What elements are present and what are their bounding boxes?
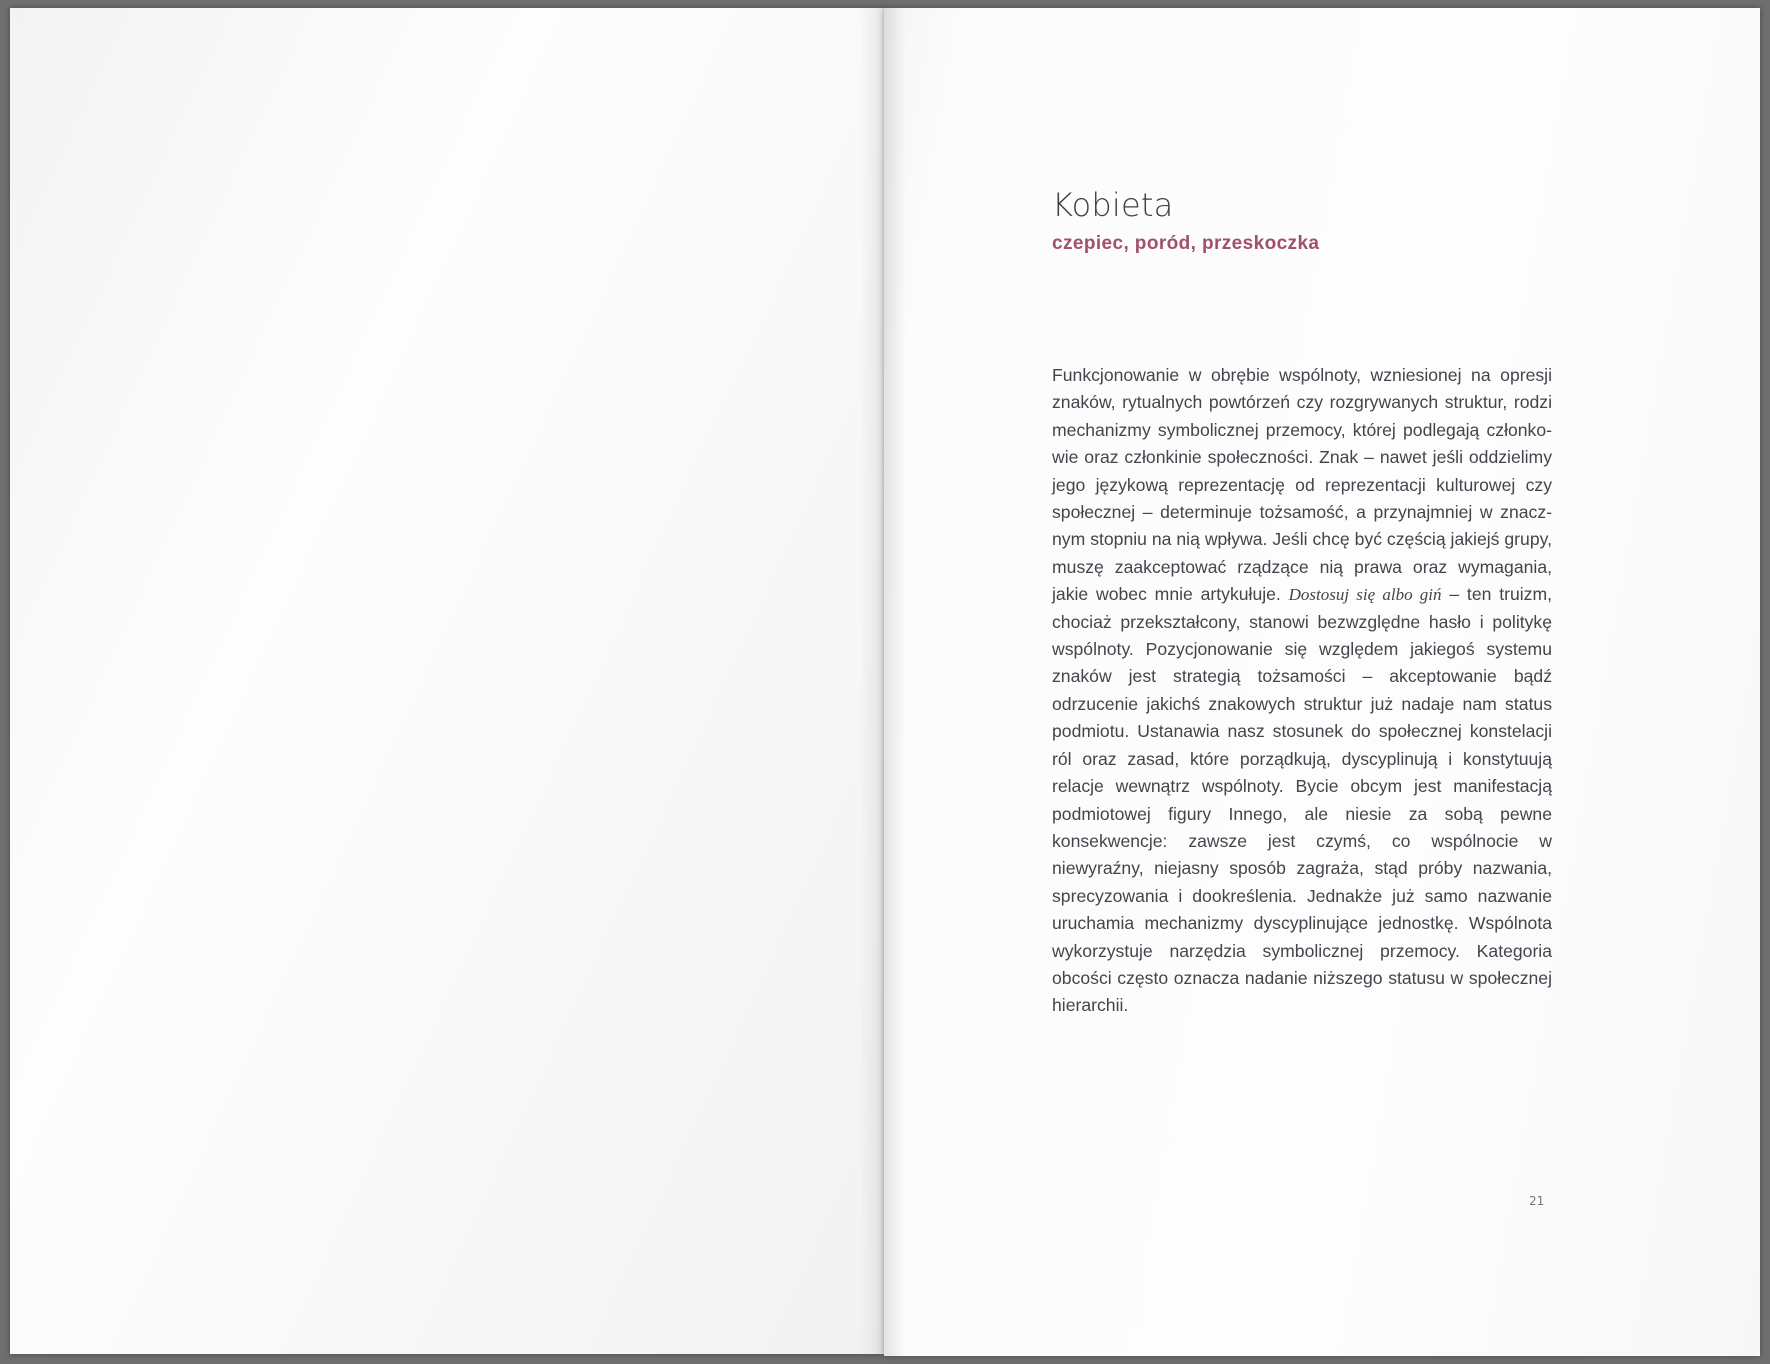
chapter-title: Kobieta xyxy=(1052,186,1174,224)
body-paragraph xyxy=(1052,362,1552,1020)
chapter-subtitle: czepiec, poród, przeskoczka xyxy=(1052,233,1320,254)
body-text-part-2: – ten truizm, chociaż przekształcony, stanowi bezwzględne hasło i politykę wspólnoty. Pozycjonowanie się względem jakiegoś systemu znaków jest strategią tożsamości – akceptowanie bądź odrzucenie jakichś znakowych struktur już nadaje nam status podmiotu. Ustanawia nasz stosunek do społecznej konstelacji ról oraz zasad, które porządkują, dyscyplinują i konstytuują relacje wewnątrz wspólnoty. Bycie obcym jest manifestacją podmiotowej figury Innego, ale niesie za sobą pewne konsekwencje: zawsze jest czymś, co wspólnocie w niewyraźny, niejasny sposób zagraża, stąd próby nazwania, sprecyzowania i dookreślenia. Jednakże już samo nazwanie uruchamia mechanizmy dyscyplinujące jednostkę. Wspólnota wykorzystuje narzędzia symbolicznej przemocy. Kategoria obcości często oznacza nadanie niższego statusu w społecznej hierarchii. xyxy=(1052,584,1552,1016)
right-page xyxy=(884,8,1760,1356)
body-text-italic-phrase: Dostosuj się albo giń xyxy=(1288,585,1442,605)
page-number: 21 xyxy=(1529,1194,1545,1208)
body-text-part-1: Funkcjonowanie w obrębie wspólnoty, wzniesionej na opresji znaków, rytualnych powtórzeń czy rozgrywanych struktur, rodzi mechanizmy symbolicznej przemocy, której podlegają członkowie oraz członkinie społeczności. Znak – nawet jeśli oddzielimy jego językową reprezentację od reprezentacji kulturowej czy społecznej – determinuje tożsamość, a przynajmniej w znacznym stopniu na nią wpływa. Jeśli chcę być częścią jakiejś grupy, muszę zaakceptować rządzące nią prawa oraz wymagania, jakie wobec mnie artykułuje. xyxy=(1052,365,1552,605)
left-page-blank xyxy=(10,8,884,1354)
